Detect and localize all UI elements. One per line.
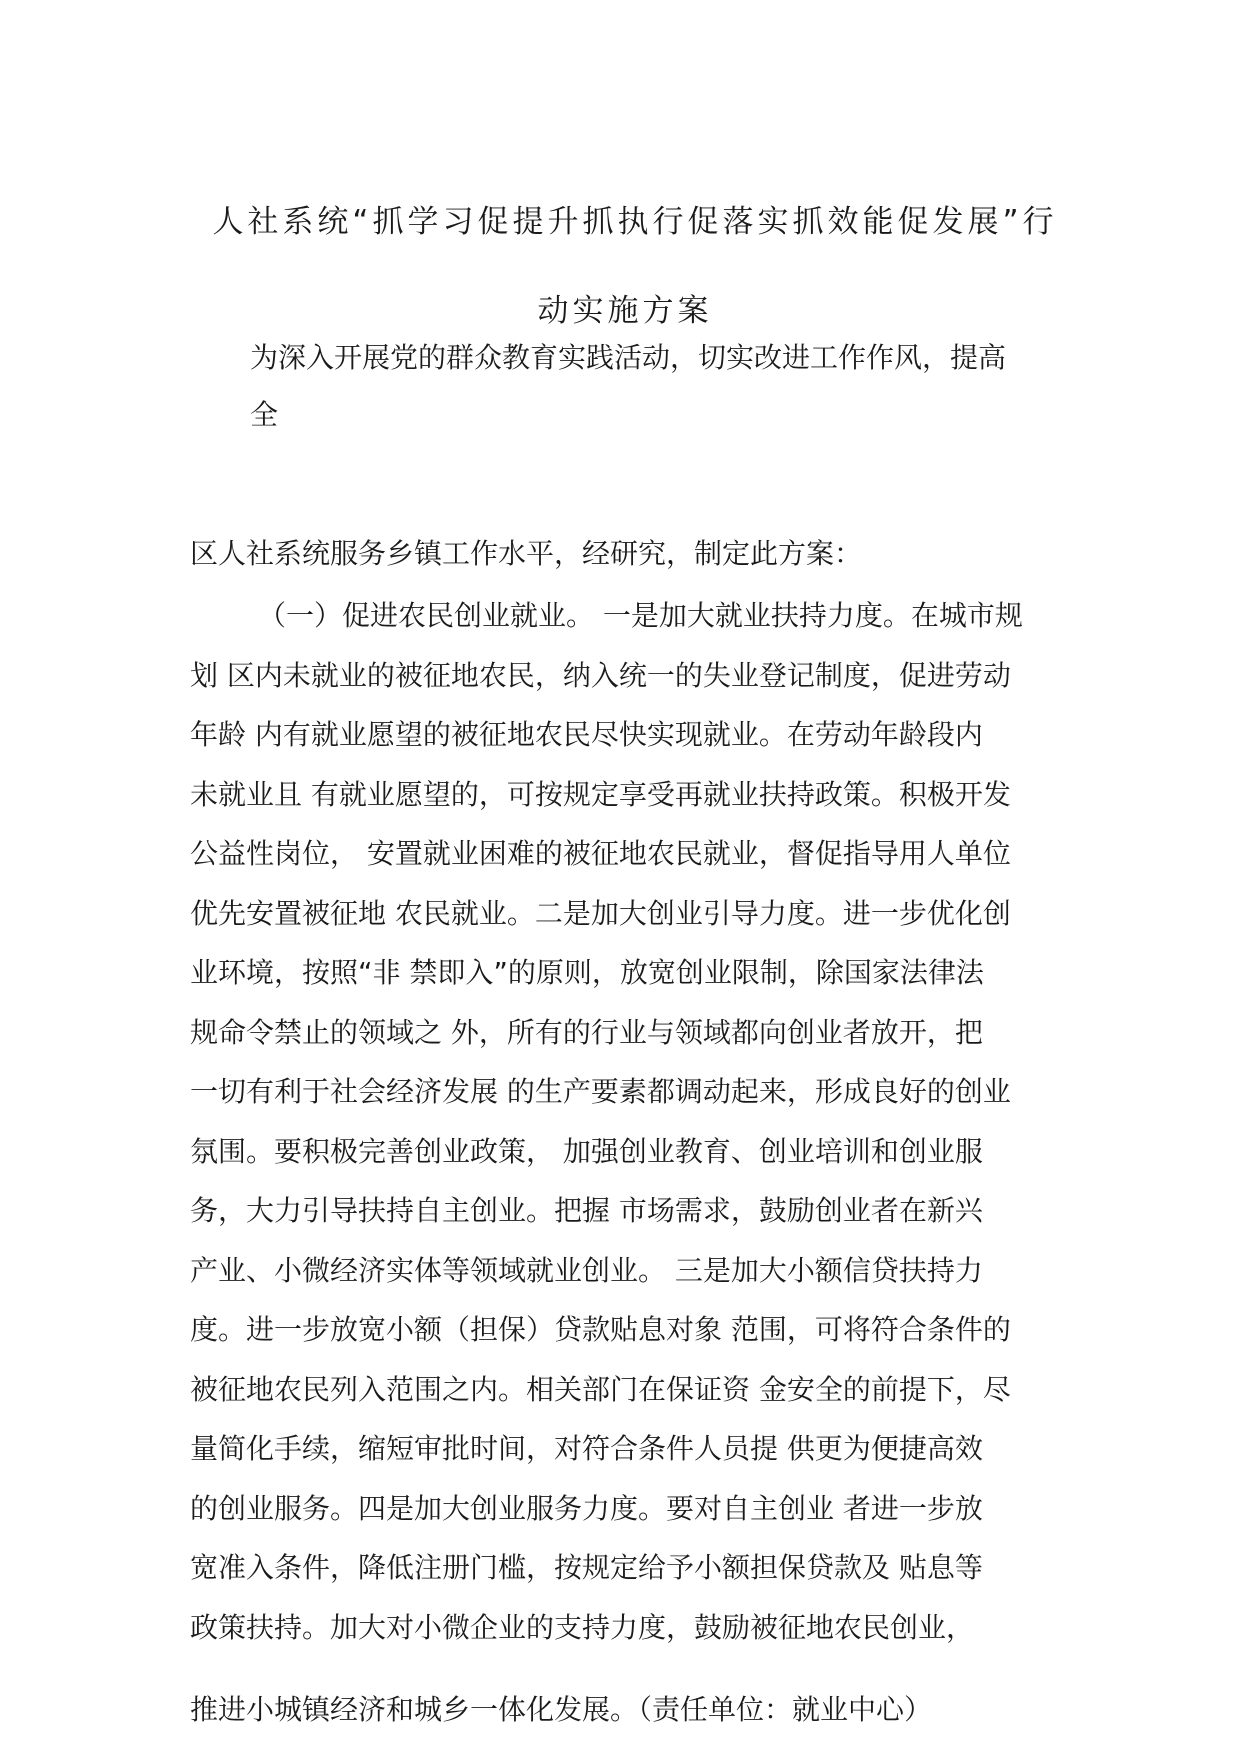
document-title-line-2: 动实施方案 [537,293,713,329]
body-line-13: 产业、小微经济实体等领域就业创业。 三是加大小额信贷扶持力 [190,1254,983,1287]
body-line-4: 年龄 内有就业愿望的被征地农民尽快实现就业。在劳动年龄段内 [190,718,983,751]
body-line-7: 优先安置被征地 农民就业。二是加大创业引导力度。进一步优化创 [190,897,1011,930]
body-line-8: 业环境，按照“非 禁即入”的原则，放宽创业限制，除国家法律法 [190,956,984,989]
body-line-11: 氛围。要积极完善创业政策， 加强创业教育、创业培训和创业服 [190,1135,983,1168]
document-title-line-1: 人社系统“抓学习促提升抓执行促落实抓效能促发展”行 [212,204,1058,240]
body-line-3: 划 区内未就业的被征地农民，纳入统一的失业登记制度，促进劳动 [190,659,1011,692]
intro-line-2: 全 [250,398,279,431]
body-line-9: 规命令禁止的领域之 外，所有的行业与领域都向创业者放开，把 [190,1016,983,1049]
body-line-5: 未就业且 有就业愿望的，可按规定享受再就业扶持政策。积极开发 [190,778,1011,811]
body-line-10: 一切有利于社会经济发展 的生产要素都调动起来，形成良好的创业 [190,1075,1011,1108]
body-line-18: 宽准入条件，降低注册门槛，按规定给予小额担保贷款及 贴息等 [190,1551,983,1584]
body-line-1: 区人社系统服务乡镇工作水平，经研究，制定此方案： [190,537,863,570]
body-line-17: 的创业服务。四是加大创业服务力度。要对自主创业 者进一步放 [190,1492,983,1525]
body-line-19: 政策扶持。加大对小微企业的支持力度，鼓励被征地农民创业， [190,1611,975,1644]
body-line-2: （一）促进农民创业就业。 一是加大就业扶持力度。在城市规 [258,599,1023,632]
body-line-20: 推进小城镇经济和城乡一体化发展。（责任单位：就业中心） [190,1693,933,1726]
body-line-15: 被征地农民列入范围之内。相关部门在保证资 金安全的前提下，尽 [190,1373,1011,1406]
body-line-6: 公益性岗位， 安置就业困难的被征地农民就业，督促指导用人单位 [190,837,1011,870]
body-line-14: 度。进一步放宽小额（担保）贷款贴息对象 范围，可将符合条件的 [190,1313,1011,1346]
body-line-16: 量简化手续，缩短审批时间，对符合条件人员提 供更为便捷高效 [190,1432,983,1465]
body-line-12: 务，大力引导扶持自主创业。把握 市场需求，鼓励创业者在新兴 [190,1194,983,1227]
intro-line-1: 为深入开展党的群众教育实践活动，切实改进工作作风，提高 [250,341,1007,374]
